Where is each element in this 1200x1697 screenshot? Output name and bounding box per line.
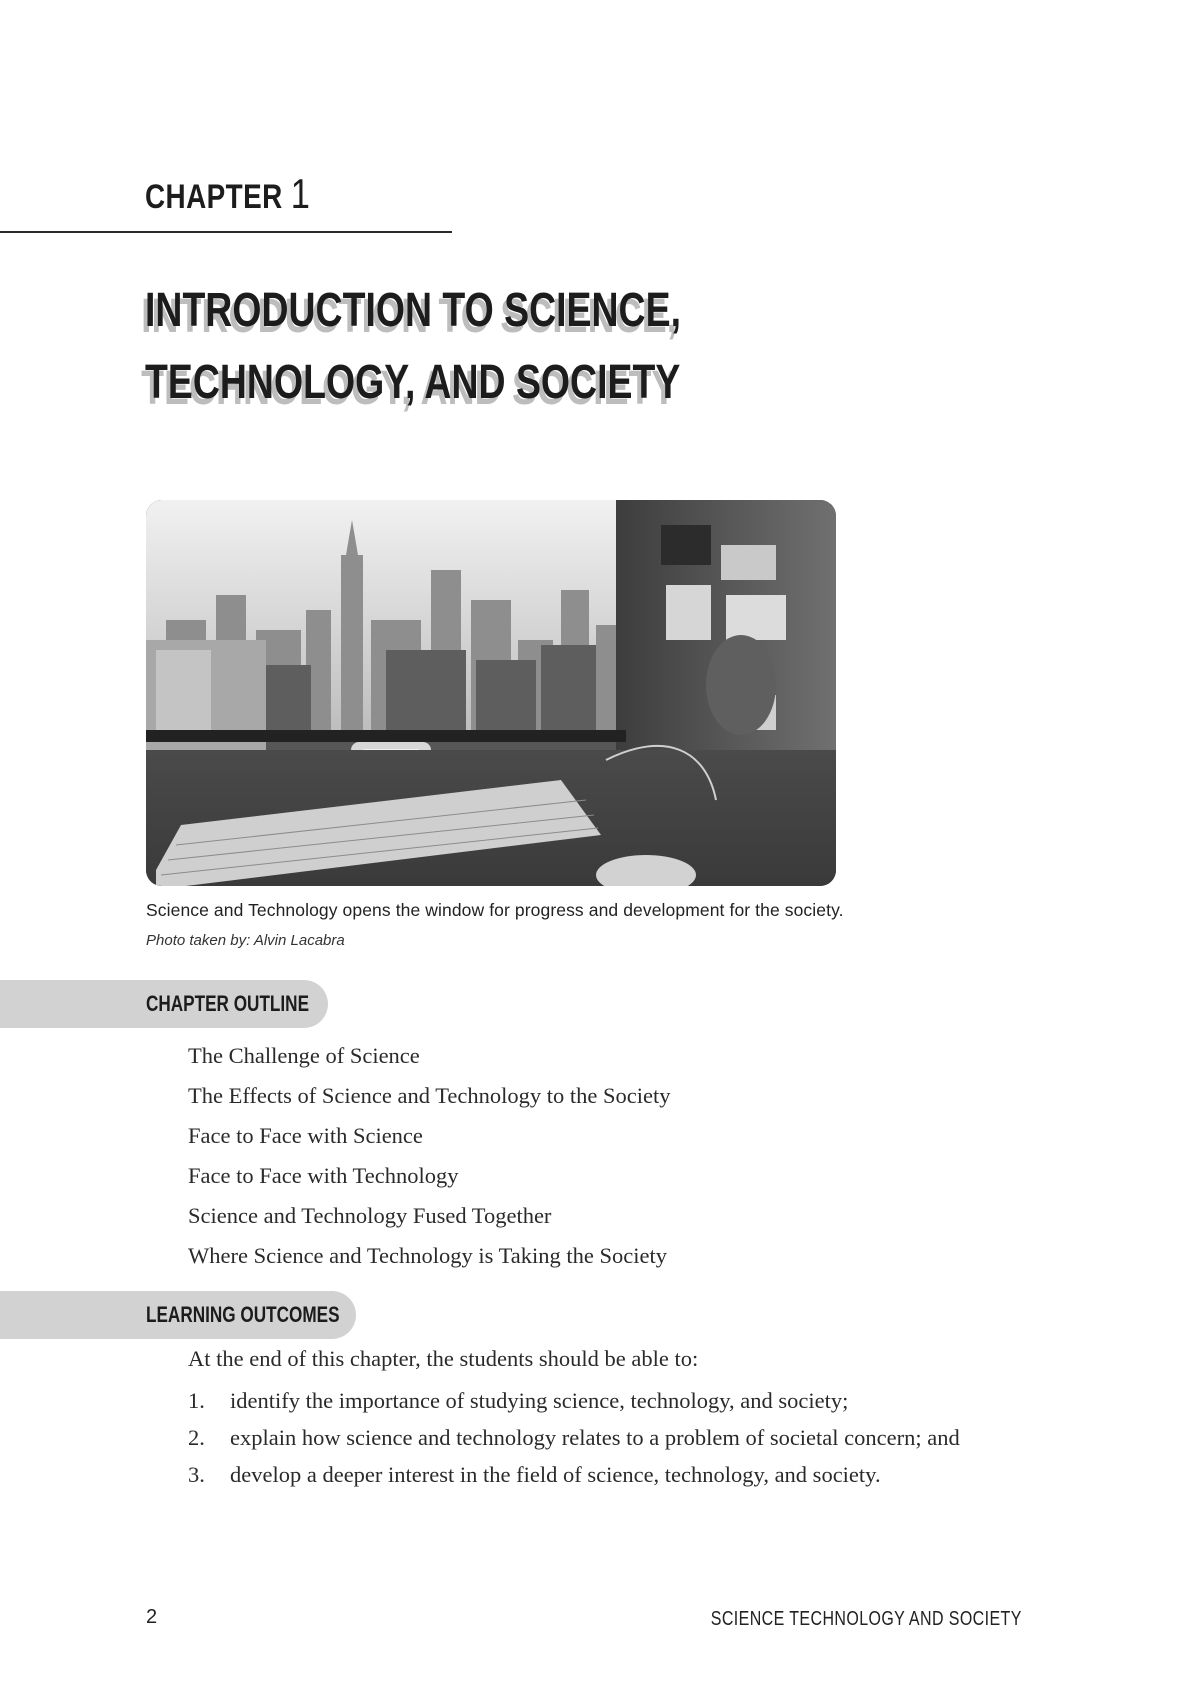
chapter-outline-list	[188, 1036, 670, 1276]
outcome-item	[188, 1458, 1048, 1491]
photo-credit: Photo taken by: Alvin Lacabra	[146, 932, 345, 949]
chapter-rule	[0, 231, 452, 233]
chapter-title-line-1: INTRODUCTION TO SCIENCE,	[145, 284, 681, 337]
outcome-text: develop a deeper interest in the field of science, technology, and society.	[230, 1462, 881, 1487]
page-number: 2	[146, 1606, 158, 1628]
learning-outcomes-list	[188, 1384, 1048, 1495]
chapter-outline-tab	[0, 980, 328, 1028]
learning-outcomes-tab	[0, 1291, 356, 1339]
learning-outcomes-heading: LEARNING OUTCOMES	[146, 1302, 340, 1327]
running-head: SCIENCE TECHNOLOGY AND SOCIETY	[710, 1608, 1022, 1630]
outcome-number: 1.	[188, 1388, 205, 1413]
photo-caption: Science and Technology opens the window for progress and development for the society.	[146, 900, 844, 920]
chapter-title-line-2: TECHNOLOGY, AND SOCIETY	[145, 356, 681, 409]
chapter-word: CHAPTER	[145, 178, 283, 216]
outline-item: The Effects of Science and Technology to the Society	[188, 1083, 671, 1108]
outcome-number: 3.	[188, 1462, 205, 1487]
outcomes-intro: At the end of this chapter, the students should be able to:	[188, 1346, 699, 1371]
outcome-item	[188, 1421, 1048, 1454]
outcome-text: explain how science and technology relates to a problem of societal concern; and	[230, 1425, 960, 1450]
desk-cityscape-illustration	[146, 500, 836, 886]
chapter-number: 1	[290, 170, 311, 217]
outcome-text: identify the importance of studying science, technology, and society;	[230, 1388, 849, 1413]
outline-item: Where Science and Technology is Taking the Society	[188, 1243, 668, 1268]
outcome-item	[188, 1384, 1048, 1417]
outline-item: Science and Technology Fused Together	[188, 1203, 552, 1228]
chapter-photo	[146, 500, 836, 886]
outcome-number: 2.	[188, 1425, 205, 1450]
chapter-title	[145, 275, 847, 419]
chapter-outline-heading: CHAPTER OUTLINE	[146, 991, 310, 1016]
outline-item: Face to Face with Science	[188, 1123, 423, 1148]
outline-item: Face to Face with Technology	[188, 1163, 459, 1188]
chapter-label	[145, 170, 310, 218]
outline-item: The Challenge of Science	[188, 1043, 420, 1068]
